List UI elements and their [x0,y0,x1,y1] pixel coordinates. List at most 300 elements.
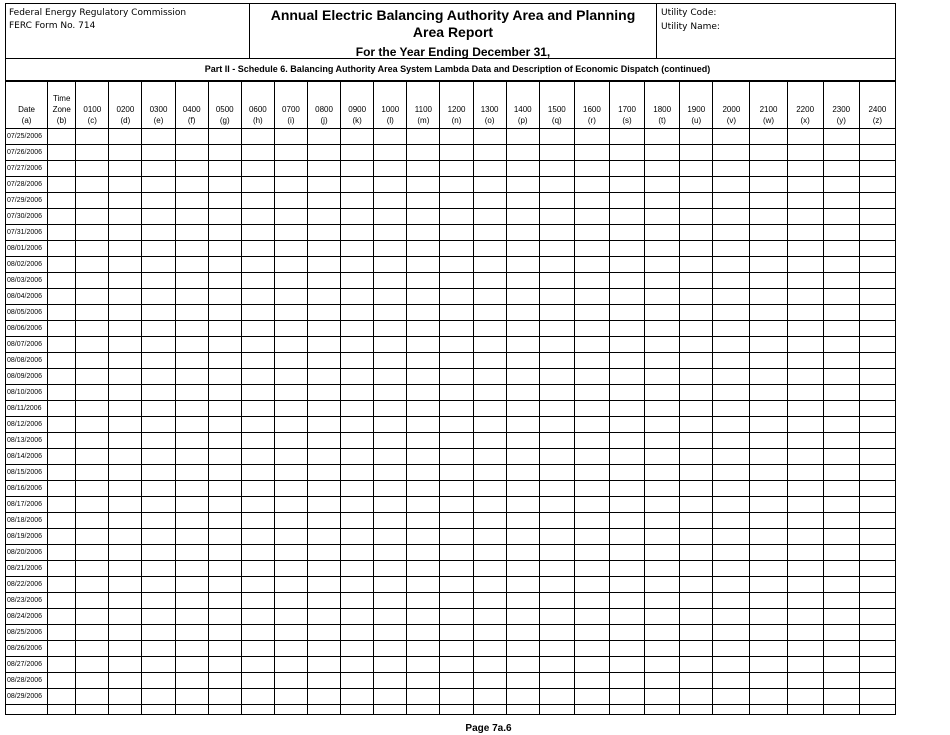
lambda-cell[interactable] [341,129,374,145]
lambda-cell[interactable] [539,289,574,305]
lambda-cell[interactable] [374,625,407,641]
lambda-cell[interactable] [859,161,895,177]
lambda-cell[interactable] [609,449,644,465]
lambda-cell[interactable] [539,273,574,289]
lambda-cell[interactable] [473,433,506,449]
lambda-cell[interactable] [645,401,680,417]
lambda-cell[interactable] [680,625,713,641]
lambda-cell[interactable] [175,385,208,401]
lambda-cell[interactable] [274,289,307,305]
lambda-cell[interactable] [440,705,473,715]
lambda-cell[interactable] [341,321,374,337]
lambda-cell[interactable] [109,449,142,465]
lambda-cell[interactable] [859,529,895,545]
lambda-cell[interactable] [341,705,374,715]
lambda-cell[interactable] [274,545,307,561]
lambda-cell[interactable] [680,417,713,433]
lambda-cell[interactable] [823,513,859,529]
lambda-cell[interactable] [274,689,307,705]
lambda-cell[interactable] [713,689,750,705]
lambda-cell[interactable] [609,673,644,689]
lambda-cell[interactable] [823,193,859,209]
lambda-cell[interactable] [440,209,473,225]
lambda-cell[interactable] [713,545,750,561]
lambda-cell[interactable] [574,625,609,641]
time-zone-cell[interactable] [48,353,76,369]
lambda-cell[interactable] [645,209,680,225]
lambda-cell[interactable] [374,305,407,321]
lambda-cell[interactable] [713,449,750,465]
lambda-cell[interactable] [506,177,539,193]
lambda-cell[interactable] [76,145,109,161]
time-zone-cell[interactable] [48,689,76,705]
lambda-cell[interactable] [175,337,208,353]
lambda-cell[interactable] [750,273,787,289]
lambda-cell[interactable] [539,497,574,513]
lambda-cell[interactable] [407,417,440,433]
lambda-cell[interactable] [440,577,473,593]
lambda-cell[interactable] [506,417,539,433]
lambda-cell[interactable] [76,129,109,145]
lambda-cell[interactable] [341,193,374,209]
time-zone-cell[interactable] [48,465,76,481]
lambda-cell[interactable] [374,417,407,433]
lambda-cell[interactable] [645,385,680,401]
lambda-cell[interactable] [506,689,539,705]
lambda-cell[interactable] [609,321,644,337]
lambda-cell[interactable] [274,465,307,481]
lambda-cell[interactable] [109,193,142,209]
lambda-cell[interactable] [341,225,374,241]
lambda-cell[interactable] [407,657,440,673]
lambda-cell[interactable] [859,609,895,625]
lambda-cell[interactable] [109,337,142,353]
lambda-cell[interactable] [440,321,473,337]
lambda-cell[interactable] [506,321,539,337]
lambda-cell[interactable] [645,305,680,321]
lambda-cell[interactable] [713,577,750,593]
lambda-cell[interactable] [208,529,241,545]
lambda-cell[interactable] [175,593,208,609]
lambda-cell[interactable] [750,241,787,257]
lambda-cell[interactable] [539,321,574,337]
lambda-cell[interactable] [787,657,823,673]
lambda-cell[interactable] [208,369,241,385]
lambda-cell[interactable] [440,497,473,513]
lambda-cell[interactable] [680,353,713,369]
lambda-cell[interactable] [175,241,208,257]
lambda-cell[interactable] [539,689,574,705]
lambda-cell[interactable] [374,641,407,657]
lambda-cell[interactable] [680,369,713,385]
lambda-cell[interactable] [76,401,109,417]
lambda-cell[interactable] [787,641,823,657]
lambda-cell[interactable] [76,465,109,481]
lambda-cell[interactable] [506,657,539,673]
lambda-cell[interactable] [175,145,208,161]
lambda-cell[interactable] [609,529,644,545]
lambda-cell[interactable] [142,577,175,593]
lambda-cell[interactable] [440,129,473,145]
lambda-cell[interactable] [76,625,109,641]
lambda-cell[interactable] [407,673,440,689]
lambda-cell[interactable] [823,609,859,625]
lambda-cell[interactable] [574,369,609,385]
lambda-cell[interactable] [713,273,750,289]
lambda-cell[interactable] [645,545,680,561]
lambda-cell[interactable] [859,273,895,289]
lambda-cell[interactable] [274,321,307,337]
lambda-cell[interactable] [241,241,274,257]
lambda-cell[interactable] [142,497,175,513]
lambda-cell[interactable] [539,705,574,715]
lambda-cell[interactable] [440,257,473,273]
lambda-cell[interactable] [859,385,895,401]
lambda-cell[interactable] [539,657,574,673]
lambda-cell[interactable] [175,305,208,321]
lambda-cell[interactable] [142,449,175,465]
lambda-cell[interactable] [574,561,609,577]
lambda-cell[interactable] [713,561,750,577]
lambda-cell[interactable] [680,449,713,465]
lambda-cell[interactable] [473,417,506,433]
lambda-cell[interactable] [241,657,274,673]
lambda-cell[interactable] [645,369,680,385]
lambda-cell[interactable] [76,673,109,689]
lambda-cell[interactable] [440,417,473,433]
lambda-cell[interactable] [374,241,407,257]
lambda-cell[interactable] [208,337,241,353]
time-zone-cell[interactable] [48,129,76,145]
lambda-cell[interactable] [440,481,473,497]
lambda-cell[interactable] [440,337,473,353]
lambda-cell[interactable] [241,401,274,417]
lambda-cell[interactable] [506,353,539,369]
lambda-cell[interactable] [713,257,750,273]
lambda-cell[interactable] [680,193,713,209]
lambda-cell[interactable] [609,417,644,433]
lambda-cell[interactable] [208,641,241,657]
lambda-cell[interactable] [609,593,644,609]
lambda-cell[interactable] [208,305,241,321]
time-zone-cell[interactable] [48,369,76,385]
lambda-cell[interactable] [713,129,750,145]
lambda-cell[interactable] [574,337,609,353]
lambda-cell[interactable] [175,433,208,449]
lambda-cell[interactable] [341,353,374,369]
lambda-cell[interactable] [440,529,473,545]
lambda-cell[interactable] [680,513,713,529]
lambda-cell[interactable] [208,273,241,289]
lambda-cell[interactable] [407,225,440,241]
lambda-cell[interactable] [208,513,241,529]
lambda-cell[interactable] [609,337,644,353]
lambda-cell[interactable] [823,417,859,433]
lambda-cell[interactable] [645,513,680,529]
lambda-cell[interactable] [308,657,341,673]
lambda-cell[interactable] [208,673,241,689]
lambda-cell[interactable] [175,657,208,673]
lambda-cell[interactable] [109,145,142,161]
lambda-cell[interactable] [76,161,109,177]
lambda-cell[interactable] [787,481,823,497]
lambda-cell[interactable] [440,305,473,321]
lambda-cell[interactable] [274,385,307,401]
lambda-cell[interactable] [574,417,609,433]
lambda-cell[interactable] [208,465,241,481]
lambda-cell[interactable] [645,241,680,257]
lambda-cell[interactable] [539,609,574,625]
lambda-cell[interactable] [750,561,787,577]
lambda-cell[interactable] [274,305,307,321]
lambda-cell[interactable] [374,609,407,625]
lambda-cell[interactable] [308,625,341,641]
lambda-cell[interactable] [539,129,574,145]
lambda-cell[interactable] [308,497,341,513]
lambda-cell[interactable] [473,337,506,353]
lambda-cell[interactable] [241,337,274,353]
lambda-cell[interactable] [609,225,644,241]
lambda-cell[interactable] [506,481,539,497]
lambda-cell[interactable] [574,257,609,273]
lambda-cell[interactable] [274,145,307,161]
lambda-cell[interactable] [473,465,506,481]
lambda-cell[interactable] [175,465,208,481]
lambda-cell[interactable] [274,273,307,289]
lambda-cell[interactable] [506,593,539,609]
lambda-cell[interactable] [76,337,109,353]
lambda-cell[interactable] [645,705,680,715]
lambda-cell[interactable] [859,337,895,353]
lambda-cell[interactable] [142,561,175,577]
lambda-cell[interactable] [823,673,859,689]
lambda-cell[interactable] [609,481,644,497]
lambda-cell[interactable] [750,433,787,449]
lambda-cell[interactable] [308,545,341,561]
lambda-cell[interactable] [787,161,823,177]
lambda-cell[interactable] [76,193,109,209]
lambda-cell[interactable] [713,209,750,225]
lambda-cell[interactable] [374,129,407,145]
lambda-cell[interactable] [109,353,142,369]
lambda-cell[interactable] [750,305,787,321]
lambda-cell[interactable] [787,577,823,593]
lambda-cell[interactable] [274,401,307,417]
lambda-cell[interactable] [109,369,142,385]
lambda-cell[interactable] [823,305,859,321]
lambda-cell[interactable] [308,609,341,625]
lambda-cell[interactable] [574,241,609,257]
lambda-cell[interactable] [274,657,307,673]
lambda-cell[interactable] [859,577,895,593]
time-zone-cell[interactable] [48,609,76,625]
lambda-cell[interactable] [308,465,341,481]
lambda-cell[interactable] [750,481,787,497]
lambda-cell[interactable] [680,481,713,497]
lambda-cell[interactable] [142,273,175,289]
lambda-cell[interactable] [539,241,574,257]
lambda-cell[interactable] [645,321,680,337]
lambda-cell[interactable] [680,225,713,241]
lambda-cell[interactable] [76,369,109,385]
lambda-cell[interactable] [175,481,208,497]
lambda-cell[interactable] [609,465,644,481]
lambda-cell[interactable] [142,177,175,193]
lambda-cell[interactable] [750,145,787,161]
lambda-cell[interactable] [473,577,506,593]
lambda-cell[interactable] [440,657,473,673]
time-zone-cell[interactable] [48,305,76,321]
lambda-cell[interactable] [506,577,539,593]
lambda-cell[interactable] [241,257,274,273]
lambda-cell[interactable] [506,545,539,561]
lambda-cell[interactable] [109,545,142,561]
lambda-cell[interactable] [175,417,208,433]
lambda-cell[interactable] [308,369,341,385]
lambda-cell[interactable] [241,193,274,209]
lambda-cell[interactable] [142,193,175,209]
lambda-cell[interactable] [440,273,473,289]
lambda-cell[interactable] [407,449,440,465]
lambda-cell[interactable] [274,449,307,465]
lambda-cell[interactable] [308,577,341,593]
lambda-cell[interactable] [609,401,644,417]
lambda-cell[interactable] [539,465,574,481]
lambda-cell[interactable] [713,417,750,433]
lambda-cell[interactable] [609,625,644,641]
lambda-cell[interactable] [274,337,307,353]
lambda-cell[interactable] [76,529,109,545]
lambda-cell[interactable] [750,705,787,715]
lambda-cell[interactable] [308,385,341,401]
lambda-cell[interactable] [787,225,823,241]
lambda-cell[interactable] [142,641,175,657]
lambda-cell[interactable] [645,625,680,641]
lambda-cell[interactable] [473,369,506,385]
lambda-cell[interactable] [308,305,341,321]
lambda-cell[interactable] [208,417,241,433]
lambda-cell[interactable] [142,209,175,225]
lambda-cell[interactable] [76,321,109,337]
lambda-cell[interactable] [407,481,440,497]
lambda-cell[interactable] [680,401,713,417]
lambda-cell[interactable] [539,225,574,241]
lambda-cell[interactable] [645,225,680,241]
lambda-cell[interactable] [208,609,241,625]
lambda-cell[interactable] [407,513,440,529]
lambda-cell[interactable] [208,321,241,337]
lambda-cell[interactable] [787,145,823,161]
lambda-cell[interactable] [109,657,142,673]
lambda-cell[interactable] [241,433,274,449]
lambda-cell[interactable] [374,481,407,497]
lambda-cell[interactable] [473,529,506,545]
lambda-cell[interactable] [341,401,374,417]
time-zone-cell[interactable] [48,177,76,193]
lambda-cell[interactable] [506,401,539,417]
lambda-cell[interactable] [473,641,506,657]
lambda-cell[interactable] [473,321,506,337]
lambda-cell[interactable] [109,241,142,257]
lambda-cell[interactable] [374,385,407,401]
lambda-cell[interactable] [713,145,750,161]
lambda-cell[interactable] [823,161,859,177]
lambda-cell[interactable] [374,513,407,529]
lambda-cell[interactable] [109,417,142,433]
lambda-cell[interactable] [609,433,644,449]
lambda-cell[interactable] [175,401,208,417]
time-zone-cell[interactable] [48,209,76,225]
lambda-cell[interactable] [506,433,539,449]
lambda-cell[interactable] [274,673,307,689]
lambda-cell[interactable] [506,273,539,289]
lambda-cell[interactable] [859,289,895,305]
lambda-cell[interactable] [539,257,574,273]
lambda-cell[interactable] [787,385,823,401]
lambda-cell[interactable] [473,209,506,225]
lambda-cell[interactable] [539,545,574,561]
lambda-cell[interactable] [609,353,644,369]
lambda-cell[interactable] [713,673,750,689]
lambda-cell[interactable] [645,673,680,689]
lambda-cell[interactable] [142,625,175,641]
lambda-cell[interactable] [308,673,341,689]
lambda-cell[interactable] [407,529,440,545]
time-zone-cell[interactable] [48,449,76,465]
lambda-cell[interactable] [175,193,208,209]
lambda-cell[interactable] [574,577,609,593]
lambda-cell[interactable] [713,161,750,177]
lambda-cell[interactable] [574,465,609,481]
time-zone-cell[interactable] [48,273,76,289]
lambda-cell[interactable] [274,129,307,145]
lambda-cell[interactable] [609,241,644,257]
lambda-cell[interactable] [574,433,609,449]
lambda-cell[interactable] [539,529,574,545]
lambda-cell[interactable] [750,609,787,625]
lambda-cell[interactable] [787,273,823,289]
lambda-cell[interactable] [680,529,713,545]
lambda-cell[interactable] [645,257,680,273]
lambda-cell[interactable] [680,145,713,161]
lambda-cell[interactable] [440,433,473,449]
lambda-cell[interactable] [440,465,473,481]
lambda-cell[interactable] [859,225,895,241]
lambda-cell[interactable] [506,497,539,513]
lambda-cell[interactable] [440,161,473,177]
lambda-cell[interactable] [241,497,274,513]
lambda-cell[interactable] [539,337,574,353]
lambda-cell[interactable] [374,529,407,545]
lambda-cell[interactable] [859,625,895,641]
lambda-cell[interactable] [440,593,473,609]
lambda-cell[interactable] [506,129,539,145]
lambda-cell[interactable] [142,465,175,481]
lambda-cell[interactable] [609,161,644,177]
lambda-cell[interactable] [208,657,241,673]
lambda-cell[interactable] [645,161,680,177]
lambda-cell[interactable] [645,593,680,609]
lambda-cell[interactable] [208,385,241,401]
lambda-cell[interactable] [374,401,407,417]
lambda-cell[interactable] [506,673,539,689]
lambda-cell[interactable] [823,625,859,641]
lambda-cell[interactable] [680,321,713,337]
lambda-cell[interactable] [787,369,823,385]
lambda-cell[interactable] [787,177,823,193]
lambda-cell[interactable] [645,449,680,465]
lambda-cell[interactable] [506,369,539,385]
